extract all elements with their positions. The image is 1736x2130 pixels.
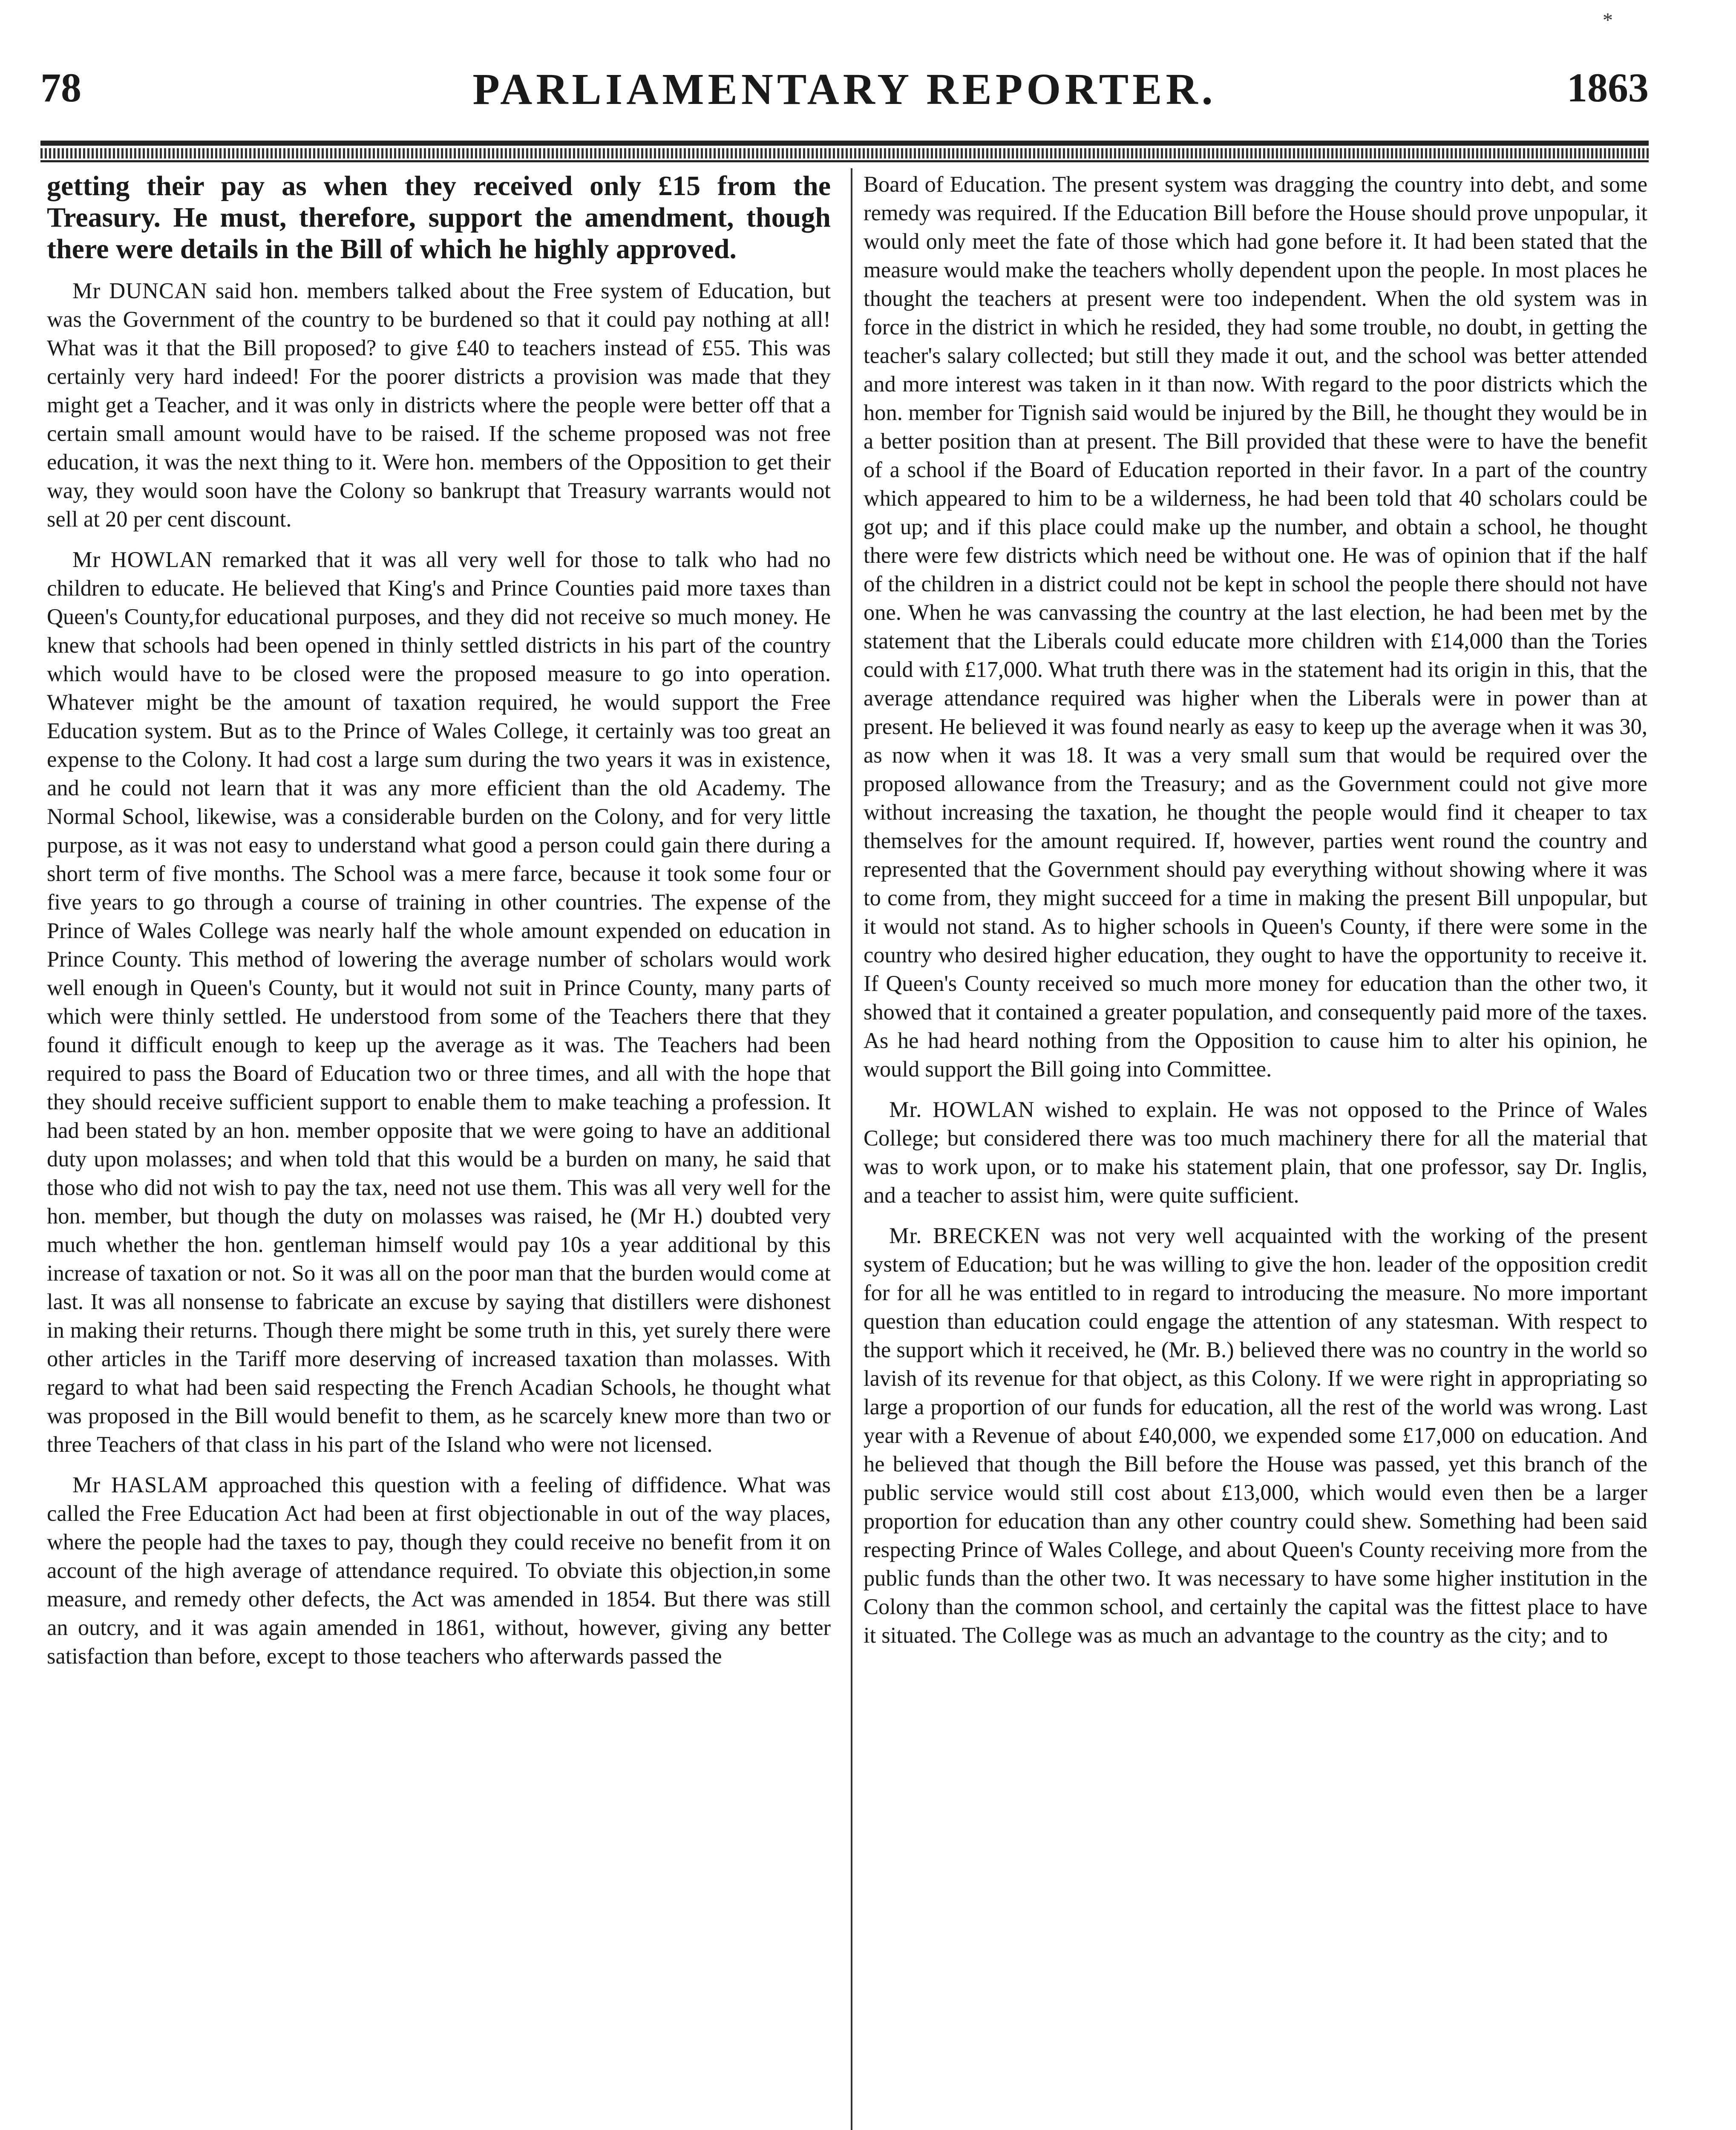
- page-title: PARLIAMENTARY REPORTER.: [472, 65, 1217, 114]
- paragraph: [47, 1471, 831, 1671]
- header-hatched-rule: [40, 148, 1649, 158]
- right-column: [864, 170, 1647, 1662]
- speaker-name: Mr. HOWLAN: [889, 1097, 1035, 1122]
- speaker-name: Mr. BRECKEN: [889, 1223, 1041, 1248]
- left-column: [47, 170, 831, 1683]
- paragraph: Board of Education. The present system was dragging the country into debt, and some remedy was required. If the Education Bill before the House should prove unpopular, it would only meet the fate of those which had gone before it. It had been stated that the measure would make the teachers wholly dependent upon the people. In most places he thought the teachers at present were too independent. When the old system was in force in the district in which he resided, they had some trouble, no doubt, in getting the teacher's salary collected; but still they made it out, and the school was better attended and more interest was taken in it than now. With regard to the poor districts which the hon. member for Tignish said would be injured by the Bill, he thought they would be in a better position than at present. The Bill provided that these were to have the benefit of a school if the Board of Education reported in their favor. In a part of the country which appeared to him to be a wilderness, he had been told that 40 scholars could be got up; and if this place could make up the number, and obtain a school, he thought there were few districts which need be without one. He was of opinion that if the half of the children in a district could not be kept in school the people there should not have one. When he was canvassing the country at the last election, he had been met by the statement that the Liberals could educate more children with £14,000 than the Tories could with £17,000. What truth there was in the statement had its origin in this, that the average attendance required was higher when the Liberals were in power than at present. He believed it was found nearly as easy to keep up the average when it was 30, as now when it was 18. It was a very small sum that would be required over the proposed allowance from the Treasury; and as the Government could not give more without increasing the taxation, he thought the people would find it cheaper to tax themselves for the amount required. If, however, parties went round the country and represented that the Government should pay everything without showing where it was to come from, they might succeed for a time in making the present Bill unpopular, but it would not stand. As to higher schools in Queen's County, if there were some in the country who desired higher education, they ought to have the opportunity to receive it. If Queen's County received so much more money for education than the other two, it showed that it contained a greater population, and consequently paid more of the taxes. As he had heard nothing from the Opposition to cause him to alter his opinion, he would support the Bill going into Committee.: [864, 172, 1647, 1082]
- speaker-name: Mr HOWLAN: [72, 547, 213, 572]
- speaker-name: Mr DUNCAN: [72, 279, 207, 303]
- paragraph: [47, 277, 831, 534]
- header-rule: [40, 141, 1649, 146]
- header-underline-rule: [40, 160, 1649, 162]
- corner-mark: *: [1603, 9, 1613, 32]
- page-header: [40, 64, 1649, 141]
- paragraph-text: said hon. members talked about the Free system of Education, but was the Government of the country to be burdened so that it could pay nothing at all! What was it that the Bill proposed? to give £40 to teachers instead of £55. This was certainly very hard indeed! For the poorer districts a provision was made that they might get a Teacher, and it was only in districts where the people were better off that a certain small amount would have to be raised. If the scheme proposed was not free education, it was the next thing to it. Were hon. members of the Opposition to get their way, they would soon have the Colony so bankrupt that Treasury warrants would not sell at 20 per cent discount.: [47, 279, 831, 532]
- paragraph-text: was not very well acquainted with the working of the present system of Education; but he was willing to give the hon. leader of the opposition credit for for all he was entitled to in regard to introducing the measure. No more important question than education could engage the attention of any statesman. With respect to the support which it received, he (Mr. B.) believed there was no country in the world so lavish of its revenue for that object, as this Colony. If we were right in appropriating so large a proportion of our funds for education, all the rest of the world was wrong. Last year with a Revenue of about £40,000, we expended some £17,000 on education. And he believed that though the Bill before the House was passed, yet this branch of the public service would still cost about £13,000, which would even then be a larger proportion for education than any other country could shew. Something had been said respecting Prince of Wales College, and about Queen's County receiving more from the public funds than the other two. It was necessary to have some higher institution in the Colony than the common school, and certainly the capital was the fittest place to have it situated. The College was as much an advantage to the country as the city; and to: [864, 1223, 1647, 1648]
- page-number: 78: [40, 65, 81, 110]
- speaker-name: Mr HASLAM: [72, 1473, 208, 1497]
- paragraph-text: approached this question with a feeling of diffidence. What was called the Free Education Act had been at first objectionable in out of the way places, where the people had the taxes to pay, though they could receive no benefit from it on account of the high average of attendance required. To obviate this objection,in some measure, and remedy other defects, the Act was amended in 1854. But there was still an outcry, and it was again amended in 1861, without, however, giving any better satisfaction than before, except to those teachers who afterwards passed the: [47, 1473, 831, 1669]
- paragraph: [864, 1222, 1647, 1650]
- paragraph: [47, 546, 831, 1459]
- paragraph: getting their pay as when they received only £15 from the Treasury. He must, therefore, support the amendment, though there were details in the Bill of which he highly approved.: [47, 170, 831, 265]
- paragraph-text: wished to explain. He was not opposed to the Prince of Wales College; but considered there was too much machinery there for all the material that was to work upon, or to make his statement plain, that one professor, say Dr. Inglis, and a teacher to assist him, were quite sufficient.: [864, 1097, 1647, 1208]
- header-year: 1863: [1567, 65, 1649, 110]
- paragraph-text: remarked that it was all very well for those to talk who had no children to educate. He believed that King's and Prince Counties paid more taxes than Queen's County,for educational purposes, and they did not receive so much money. He knew that schools had been opened in thinly settled districts in his part of the country which would have to be closed were the proposed measure to go into operation. Whatever might be the amount of taxation required, he would support the Free Education system. But as to the Prince of Wales College, it certainly was too great an expense to the Colony. It had cost a large sum during the two years it was in existence, and he could not learn that it was any more efficient than the old Academy. The Normal School, likewise, was a considerable burden on the Colony, and for very little purpose, as it was not easy to understand what good a person could gain there during a short term of five months. The School was a mere farce, because it took some four or five years to go through a course of training in other countries. The expense of the Prince of Wales College was nearly half the whole amount expended on education in Prince County. This method of lowering the average number of scholars would work well enough in Queen's County, but it would not suit in Prince County, many parts of which were thinly settled. He understood from some of the Teachers there that they found it difficult enough to keep up the average as it was. The Teachers had been required to pass the Board of Education two or three times, and all with the hope that they should receive sufficient support to enable them to make teaching a profession. It had been stated by an hon. member opposite that we were going to have an additional duty upon molasses; and when told that this would be a burden on many, he said that those who did not wish to pay the tax, need not use them. This was all very well for the hon. member, but though the duty on molasses was raised, he (Mr H.) doubted very much whether the hon. gentleman himself would pay 10s a year additional by this increase of taxation or not. So it was all on the poor man that the burden would come at last. It was all nonsense to fabricate an excuse by saying that distillers were dishonest in making their returns. Though there might be some truth in this, yet surely there were other articles in the Tariff more deserving of increased taxation than molasses. With regard to what had been said respecting the French Acadian Schools, he thought what was proposed in the Bill would benefit to them, as he scarcely knew more than two or three Teachers of that class in his part of the Island who were not licensed.: [47, 547, 831, 1457]
- column-divider: [851, 168, 852, 2130]
- paragraph: [864, 1096, 1647, 1210]
